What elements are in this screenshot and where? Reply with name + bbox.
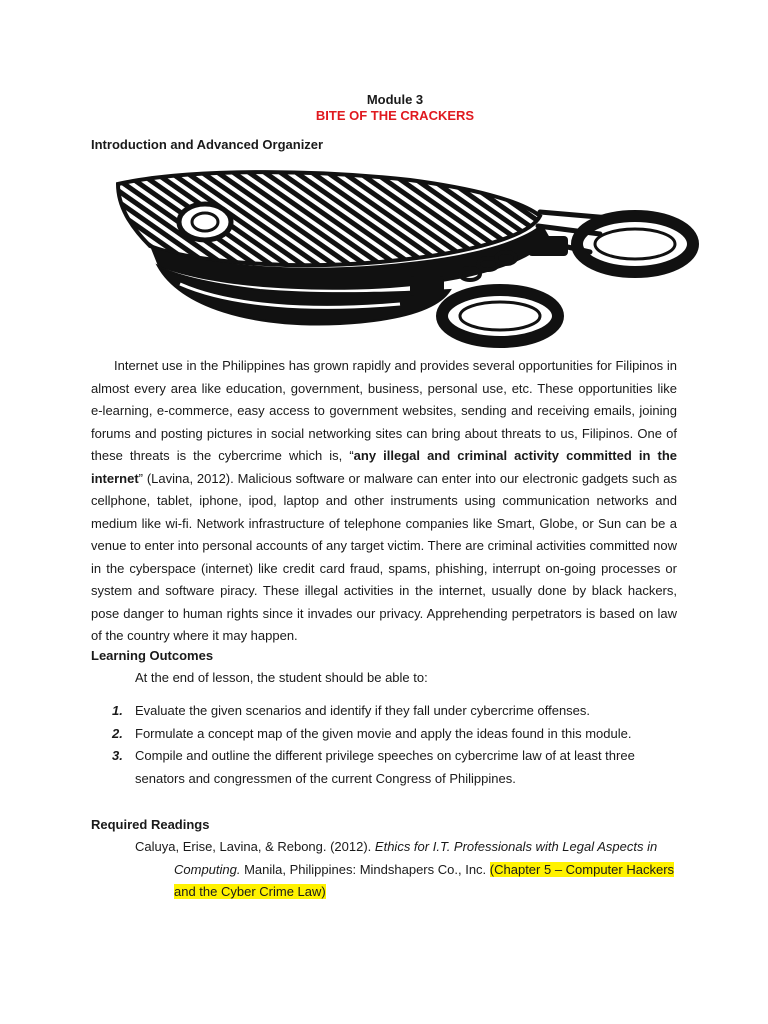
list-text: Formulate a concept map of the given movie and apply the ideas found in this module.: [135, 725, 632, 741]
list-number: 1.: [112, 703, 123, 718]
intro-paragraph-part2: ” (Lavina, 2012). Malicious software or malware can enter into our electronic gadgets such as cellphone, tablet, iphone, ipod, laptop and other instruments using communication networks and medium like wi-fi. Network infrastructure of telephone companies like Smart, Globe, or Sun can be a venue to enter into personal accounts of any target victim. There are criminal activities committed now in the cyberspace (internet) like credit card fraud, spams, phishing, interrupt on-going processes or system and software piracy. These illegal activities in the internet, usually done by black hackers, pose danger to human rights since it invades our privacy. Apprehending perpetrators is based on law of the country where it may happen.: [91, 470, 677, 643]
list-item: [112, 723, 678, 746]
intro-paragraph: [91, 355, 677, 648]
list-text: Evaluate the given scenarios and identify if they fall under cybercrime offenses.: [135, 703, 591, 718]
citation-publisher: Manila, Philippines: Mindshapers Co., Inc.: [240, 861, 490, 877]
learning-outcomes-list: [112, 700, 678, 790]
required-readings-heading: Required Readings: [91, 817, 210, 832]
citation-title: Ethics for I.T. Professionals with Legal Aspects in: [374, 839, 658, 854]
police-cap-handcuffs-icon: [110, 166, 705, 351]
list-number: 3.: [112, 748, 123, 763]
module-title: BITE OF THE CRACKERS: [315, 108, 475, 123]
learning-outcomes-intro: At the end of lesson, the student should be able to:: [135, 670, 428, 685]
citation-continuation: [135, 859, 678, 904]
list-item: [112, 700, 678, 723]
highlighted-chapter-end: and the Cyber Crime Law): [174, 884, 326, 899]
reading-citation: [135, 836, 678, 904]
cybercrime-definition: any illegal and criminal activity committed in the internet: [91, 448, 677, 486]
list-number: 2.: [112, 725, 123, 741]
learning-outcomes-heading: Learning Outcomes: [91, 648, 214, 663]
list-text: Compile and outline the different privilege speeches on cybercrime law of at least three senators and congressmen of the current Congress of Philippines.: [135, 748, 635, 786]
highlighted-chapter: (Chapter 5 – Computer Hackers: [489, 861, 675, 877]
module-label: Module 3: [366, 92, 424, 107]
list-item: [112, 745, 678, 790]
intro-paragraph-part1: Internet use in the Philippines has grown rapidly and provides several opportunities for Filipinos in almost every area like education, government, business, personal use, etc. These opportunities like e-learning, e-commerce, easy access to government websites, sending and receiving emails, joining forums and posting pictures in social networking sites can bring about threats to us, Filipinos. One of these threats is the cybercrime which is, “: [91, 358, 677, 463]
citation-title-end: Computing.: [174, 861, 241, 877]
intro-heading: Introduction and Advanced Organizer: [91, 137, 324, 152]
citation-authors: Caluya, Erise, Lavina, & Rebong. (2012).: [135, 839, 375, 854]
